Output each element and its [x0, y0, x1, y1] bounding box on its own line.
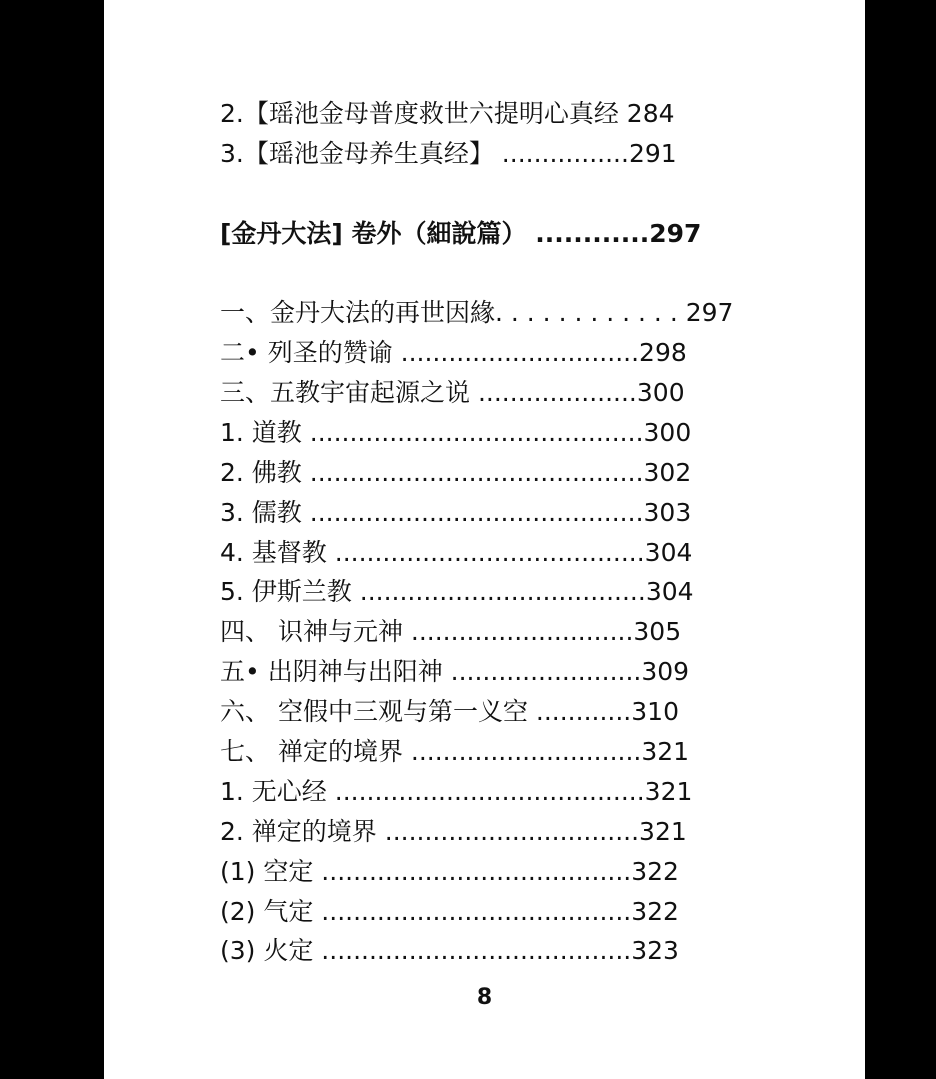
toc-entry: 2. 禅定的境界 ................................321: [220, 817, 687, 846]
toc-entry: 3. 儒教 ..........................................303: [220, 498, 692, 527]
toc-entry: (1) 空定 .......................................322: [220, 857, 679, 886]
page-number: 8: [476, 985, 493, 1010]
toc-entry: 六、 空假中三观与第一义空 ............310: [220, 697, 679, 726]
toc-entry: (3) 火定 .......................................323: [220, 936, 679, 965]
toc-entry: 一、金丹大法的再世因緣. . . . . . . . . . . . 297: [220, 298, 734, 327]
toc-entry: 四、 识神与元神 ............................305: [220, 617, 682, 646]
toc-entry: 三、五教宇宙起源之说 ....................300: [220, 378, 685, 407]
toc-entry: 五• 出阴神与出阳神 ........................309: [220, 657, 690, 686]
section-heading: [金丹大法] 卷外（細說篇） ............297: [220, 219, 702, 248]
toc-entry: 2.【瑶池金母普度救世六提明心真经 284: [220, 99, 675, 128]
toc-entry: 二• 列圣的赞谕 ..............................298: [220, 338, 687, 367]
toc-entry: (2) 气定 .......................................322: [220, 897, 679, 926]
document-page: [104, 0, 865, 1079]
toc-entry: 5. 伊斯兰教 ....................................304: [220, 577, 694, 606]
toc-entry: 1. 道教 ..........................................300: [220, 418, 692, 447]
toc-entry: 七、 禅定的境界 .............................321: [220, 737, 690, 766]
toc-entry: 4. 基督教 .......................................304: [220, 538, 693, 567]
toc-entry: 1. 无心经 .......................................321: [220, 777, 693, 806]
toc-entry: 3.【瑶池金母养生真经】 ................291: [220, 139, 677, 168]
toc-entry: 2. 佛教 ..........................................302: [220, 458, 692, 487]
